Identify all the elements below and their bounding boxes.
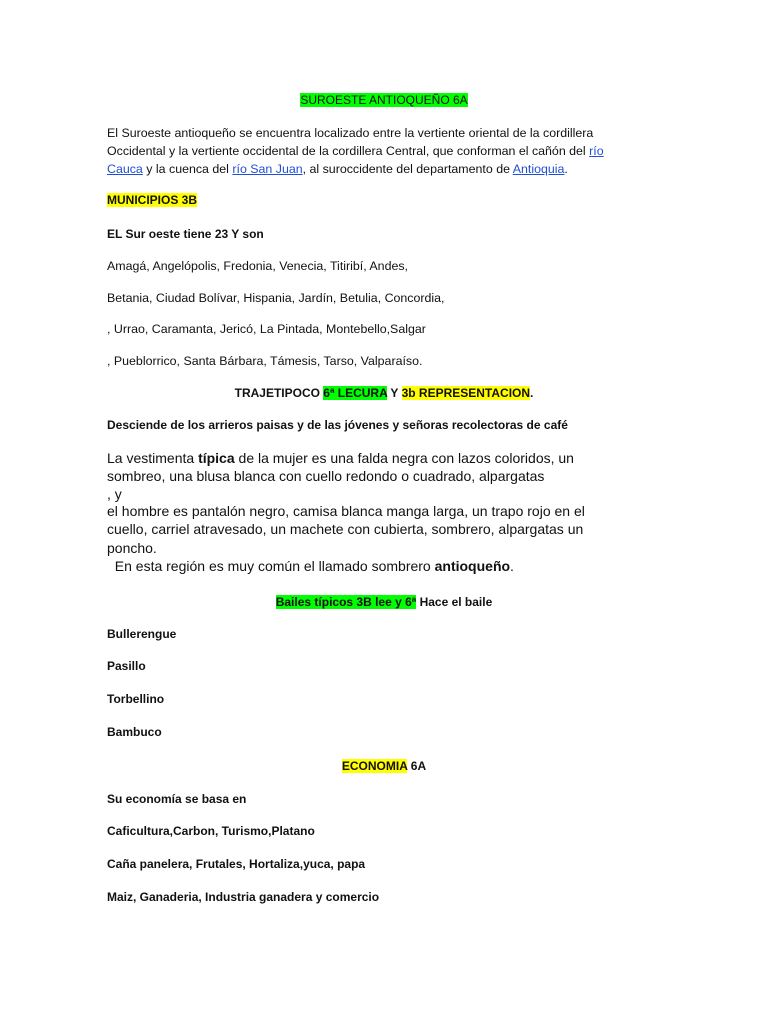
traje-heading-text: Y <box>387 386 402 400</box>
baile-item: Torbellino <box>107 692 165 706</box>
vestimenta-text: En esta región es muy común el llamado sombrero <box>107 558 435 574</box>
link-cauca[interactable]: Cauca <box>107 162 143 176</box>
intro-text: Occidental y la vertiente occidental de la cordillera Central, que conforman el cañón del <box>107 144 590 158</box>
municipios-highlight: MUNICIPIOS 3B <box>107 193 198 207</box>
link-rio-cauca[interactable]: río <box>589 144 604 158</box>
vestimenta-line-5: cuello, carriel atravesado, un machete con cubierta, sombrero, alpargatas un <box>107 521 584 537</box>
municipios-line: , Urrao, Caramanta, Jericó, La Pintada, Montebello,Salgar <box>107 322 426 336</box>
intro-text: , al suroccidente del departamento de <box>302 162 513 176</box>
traje-heading-text: . <box>530 386 534 400</box>
economia-intro: Su economía se basa en <box>107 792 247 806</box>
municipios-line: Amagá, Angelópolis, Fredonia, Venecia, Titiribí, Andes, <box>107 259 408 273</box>
desciende-line: Desciende de los arrieros paisas y de las jóvenes y señoras recolectoras de café <box>107 418 568 432</box>
economia-line: Caficultura,Carbon, Turismo,Platano <box>107 824 315 838</box>
vestimenta-line-4: el hombre es pantalón negro, camisa blanca manga larga, un trapo rojo en el <box>107 503 585 519</box>
vestimenta-bold: típica <box>198 450 235 466</box>
vestimenta-line-2: sombreo, una blusa blanca con cuello redondo o cuadrado, alpargatas <box>107 468 545 484</box>
bailes-heading-green: Bailes típicos 3B lee y 6ª <box>275 595 417 609</box>
link-rio-san-juan[interactable]: río San Juan <box>232 162 303 176</box>
vestimenta-text: . <box>510 558 514 574</box>
bailes-heading <box>0 595 768 609</box>
doc-title <box>0 93 768 107</box>
economia-heading-yellow: ECONOMIA <box>341 759 408 773</box>
municipios-heading <box>107 193 197 207</box>
vestimenta-line-6: poncho. <box>107 540 157 556</box>
economia-heading-text: 6A <box>407 759 427 773</box>
vestimenta-line-7 <box>107 557 514 575</box>
bailes-heading-text: Hace el baile <box>416 595 493 609</box>
baile-item: Bambuco <box>107 725 162 739</box>
economia-line: Maiz, Ganaderia, Industria ganadera y comercio <box>107 890 380 904</box>
count-line: EL Sur oeste tiene 23 Y son <box>107 227 264 241</box>
intro-line-2 <box>107 142 604 160</box>
vestimenta-text: de la mujer es una falda negra con lazos coloridos, un <box>234 450 574 466</box>
municipios-line: Betania, Ciudad Bolívar, Hispania, Jardín, Betulia, Concordia, <box>107 291 445 305</box>
municipios-line: , Pueblorrico, Santa Bárbara, Támesis, Tarso, Valparaíso. <box>107 354 423 368</box>
intro-line-3 <box>107 160 568 178</box>
vestimenta-line-3: , y <box>107 486 122 502</box>
vestimenta-text: La vestimenta <box>107 450 199 466</box>
traje-heading-green: 6ª LECURA <box>323 386 388 400</box>
economia-line: Caña panelera, Frutales, Hortaliza,yuca, papa <box>107 857 366 871</box>
vestimenta-bold: antioqueño <box>434 558 511 574</box>
traje-heading-text: TRAJETIPOCO <box>234 386 324 400</box>
traje-heading <box>0 386 768 400</box>
traje-heading-yellow: 3b REPRESENTACION <box>401 386 531 400</box>
title-highlight: SUROESTE ANTIOQUEÑO 6A <box>300 93 468 107</box>
intro-text: . <box>564 162 568 176</box>
vestimenta-line-1 <box>107 449 574 467</box>
intro-text: y la cuenca del <box>142 162 233 176</box>
intro-line-1: El Suroeste antioqueño se encuentra localizado entre la vertiente oriental de la cordillera <box>107 126 594 140</box>
baile-item: Bullerengue <box>107 627 177 641</box>
economia-heading <box>0 759 768 773</box>
baile-item: Pasillo <box>107 659 146 673</box>
link-antioquia[interactable]: Antioquia <box>512 162 565 176</box>
